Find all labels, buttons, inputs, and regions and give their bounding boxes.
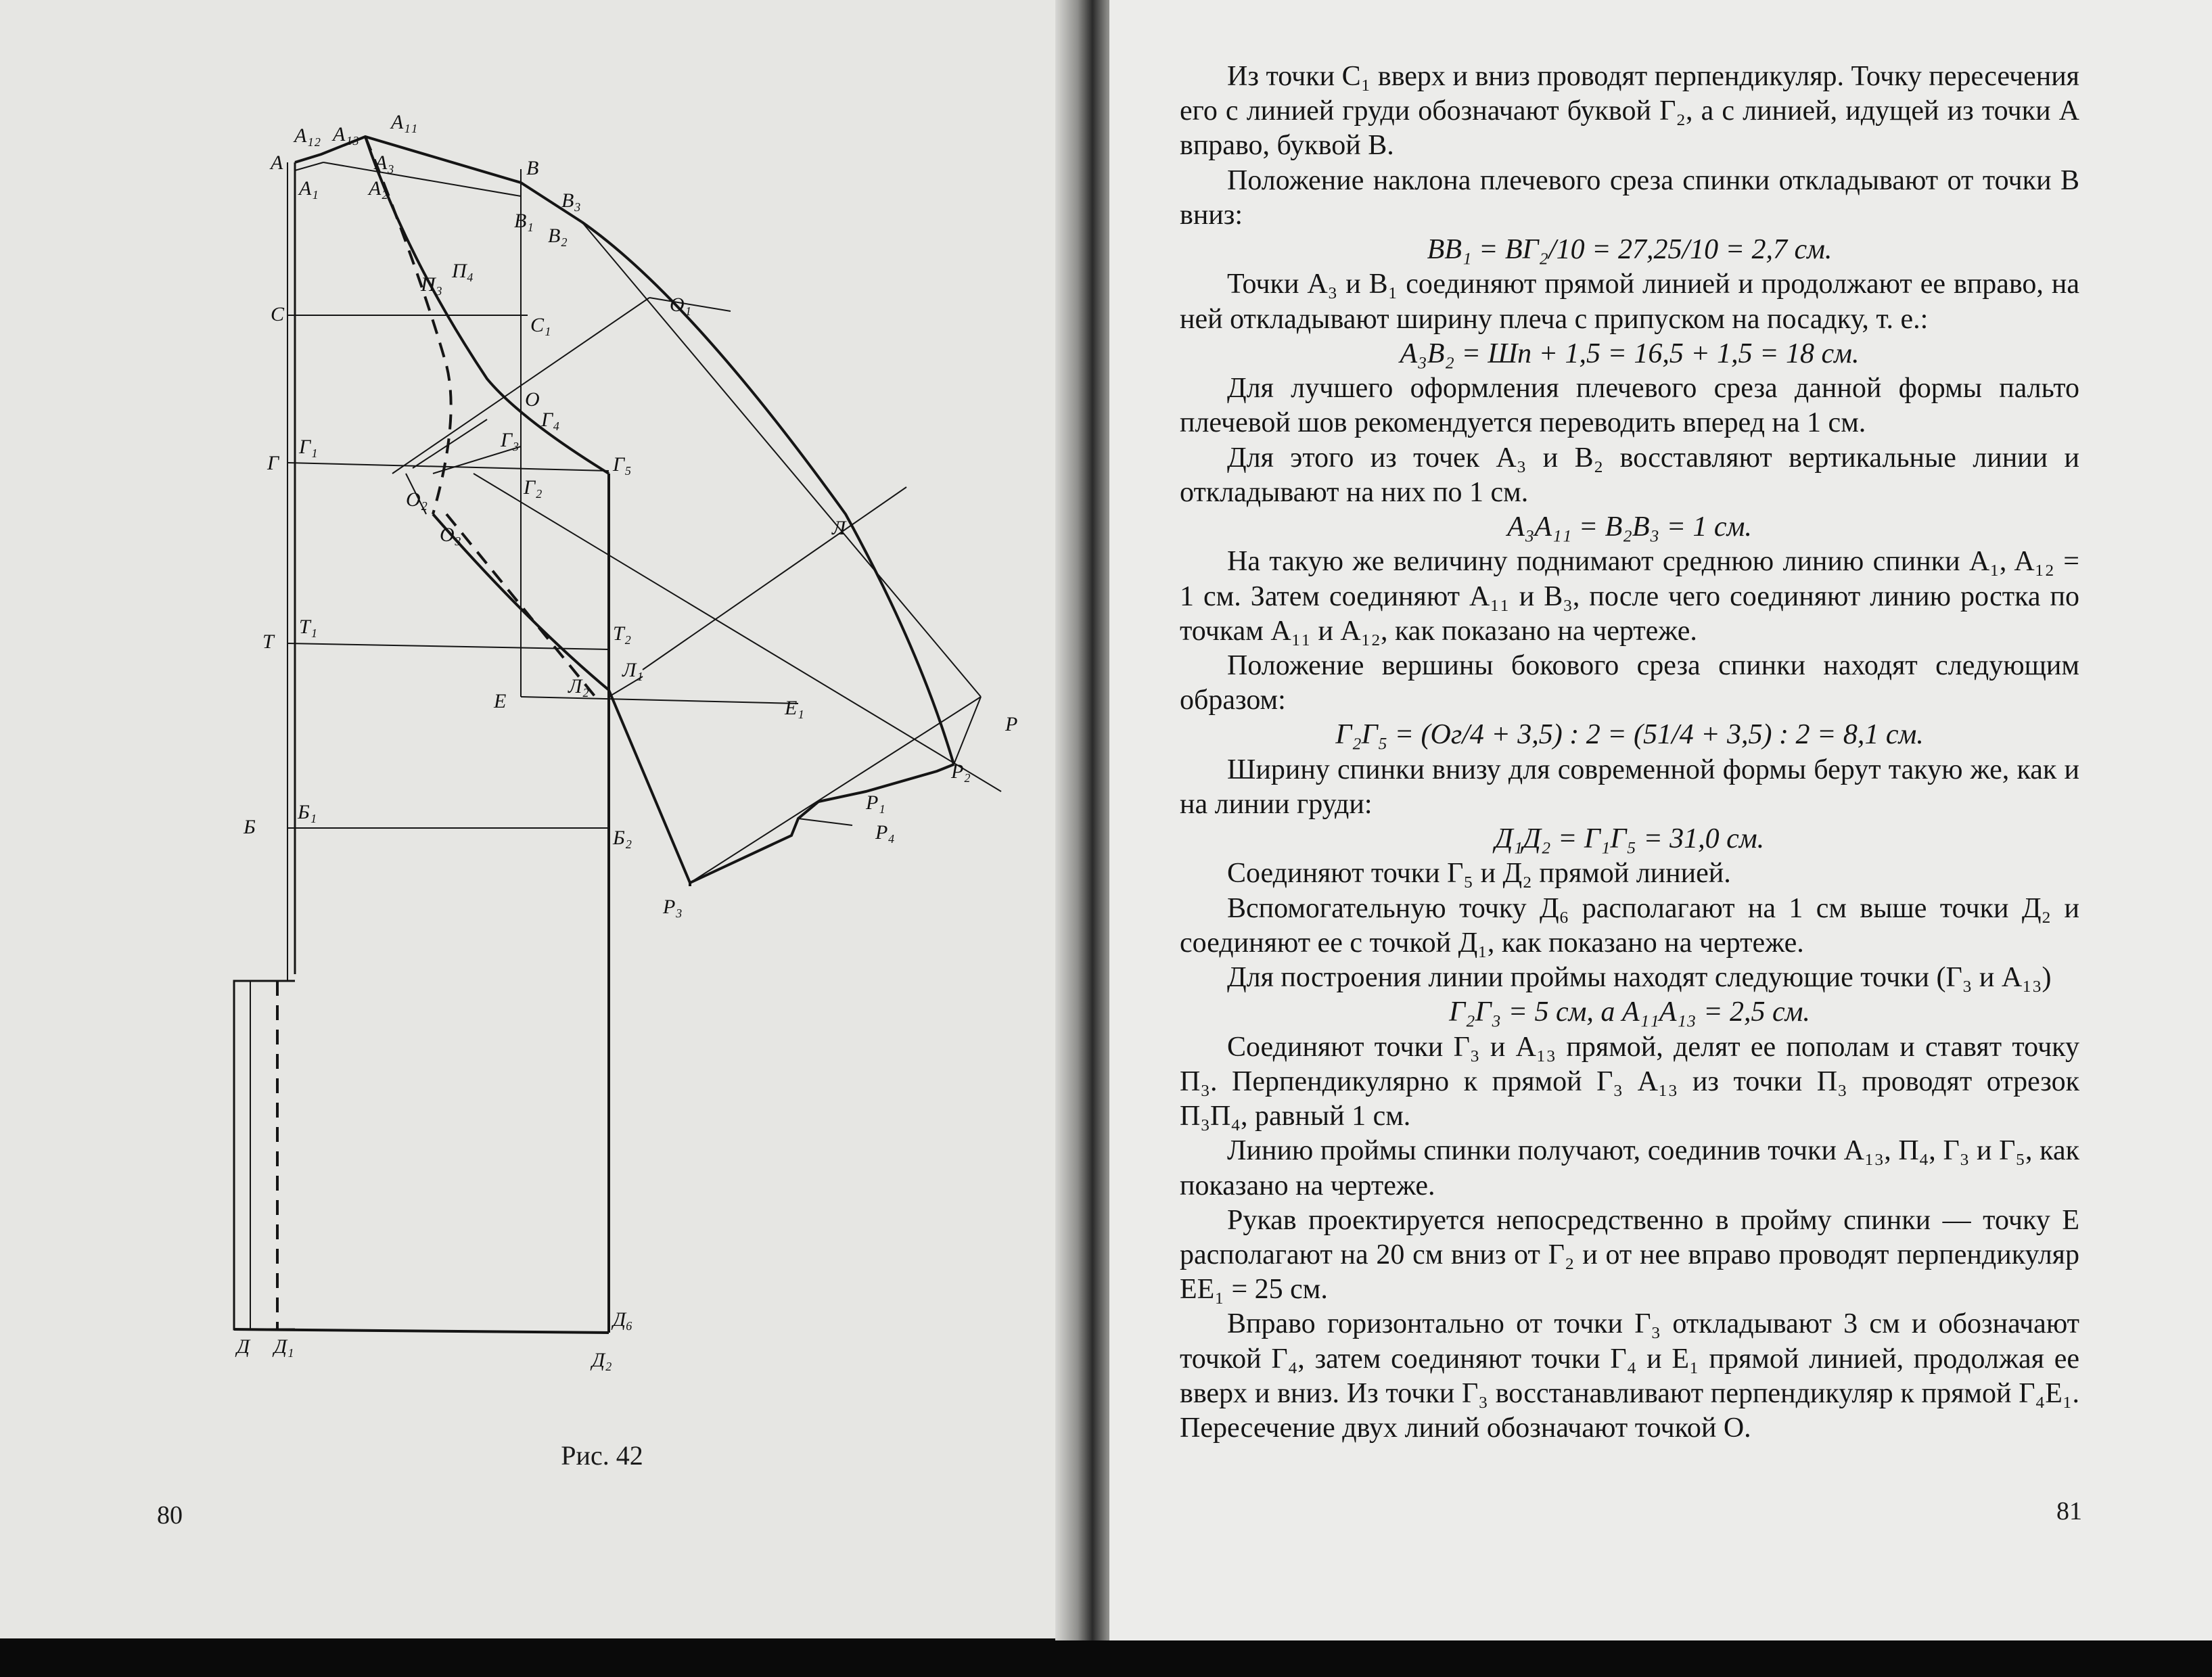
paragraph: Вспомогательную точку Д₆ располагают на 1 см выше точки Д₂ и соединяют ее с точкой Д₁, как показано на чертеже. <box>1180 892 2079 959</box>
label-D1: Д₁ <box>274 1335 294 1358</box>
paragraph: Соединяют точки Г₃ и A₁₃ прямой, делят ее пополам и ставят точку П₃. Перпендикулярно к прямой Г₃ A₁₃ из точки П₃ проводят отрезок П₃П₄, равный 1 см. <box>1180 1031 2079 1132</box>
label-L2: Л₂ <box>568 675 589 697</box>
label-R: P <box>1005 713 1018 735</box>
formula: BB₁ = BГ₂/10 = 27,25/10 = 2,7 см. <box>1427 234 1833 266</box>
label-G5: Г₅ <box>613 453 632 476</box>
label-L1: Л₁ <box>622 659 643 681</box>
left-page <box>0 0 1082 1638</box>
label-A11: A₁₁ <box>391 111 418 133</box>
label-R3: P₃ <box>663 896 683 918</box>
label-O2: O₂ <box>406 488 428 511</box>
paragraph: На такую же величину поднимают среднюю линию спинки A₁, A₁₂ = 1 см. Затем соединяют A₁₁ и B₃, после чего соединяют линию ростка по точкам A₁₁ и A₁₂, как показано на чертеже. <box>1180 546 2079 647</box>
formula: A₃B₂ = Шп + 1,5 = 16,5 + 1,5 = 18 см. <box>1400 338 1860 369</box>
label-B6_2: Б₂ <box>613 827 632 849</box>
paragraph: Ширину спинки внизу для современной формы берут такую же, как и на линии груди: <box>1180 754 2079 820</box>
label-E1: E₁ <box>785 697 804 719</box>
paragraph: Для построения линии проймы находят следующие точки (Г₃ и A₁₃) <box>1227 962 2052 994</box>
label-A3: A₃ <box>375 152 394 174</box>
label-T2: Т₂ <box>613 622 632 645</box>
label-B: B <box>526 157 539 179</box>
paragraph: Из точки C₁ вверх и вниз проводят перпендикуляр. Точку пересечения его с линией груди обозначают буквой Г₂, а с линией, идущей из точки A вправо, буквой B. <box>1180 61 2079 162</box>
paragraph: Рукав проектируется непосредственно в пройму спинки — точку E располагают на 20 см вниз от Г₂ и от нее вправо проводят перпендикуляр EE₁ = 25 см. <box>1180 1204 2079 1306</box>
label-D6: Д₆ <box>613 1308 633 1331</box>
hem-line <box>234 1329 609 1333</box>
paragraph: Соединяют точки Г₅ и Д₂ прямой линией. <box>1227 858 1731 890</box>
label-C1: C₁ <box>530 314 551 336</box>
paragraph: Для этого из точек A₃ и B₂ восставляют вертикальные линии и откладывают на них по 1 см. <box>1180 442 2079 508</box>
label-G1: Г₁ <box>299 436 318 458</box>
label-B3: B₃ <box>561 189 581 212</box>
formula: Д₁Д₂ = Г₁Г₅ = 31,0 см. <box>1494 823 1765 855</box>
label-B1: B₁ <box>514 210 534 232</box>
label-G4: Г₄ <box>541 409 560 431</box>
pattern-drawing <box>203 95 1042 1421</box>
label-D: Д <box>237 1335 250 1358</box>
label-B6: Б <box>244 816 256 838</box>
label-D2: Д₂ <box>592 1349 612 1371</box>
formula: Г₂Г₃ = 5 см, а A₁₁A₁₃ = 2,5 см. <box>1449 996 1810 1028</box>
label-A12: A₁₂ <box>294 124 321 147</box>
paragraph: Точки A₃ и B₁ соединяют прямой линией и продолжают ее вправо, на ней откладывают ширину плеча с припуском на посадку, т. е.: <box>1180 269 2079 335</box>
page-number-right: 81 <box>2056 1497 2082 1525</box>
label-O: O <box>525 388 540 411</box>
label-G: Г <box>267 452 279 474</box>
label-A1: A₁ <box>299 177 319 200</box>
scan-bottom-edge <box>0 1640 2212 1677</box>
label-O3: O₃ <box>440 524 462 546</box>
page-number-left: 80 <box>157 1501 183 1530</box>
label-C: C <box>271 303 285 325</box>
label-B2: B₂ <box>548 225 568 247</box>
label-P3: П₃ <box>421 273 443 296</box>
paragraph: Положение наклона плечевого среза спинки откладывают от точки B вниз: <box>1180 164 2079 231</box>
paragraph: Вправо горизонтально от точки Г₃ откладывают 3 см и обозначают точкой Г₄, затем соединяют точки Г₄ и E₁ прямой линией, продолжая ее вверх и вниз. Из точки Г₃ восстанавливают перпендикуляр к прямой Г₄E₁. Пересечение двух линий обозначают точкой O. <box>1180 1308 2079 1444</box>
hem-step <box>234 981 295 1329</box>
label-R4: P₄ <box>875 821 895 844</box>
label-O1: O₁ <box>670 294 692 316</box>
label-T1: Т₁ <box>299 616 318 638</box>
formula: Г₂Г₅ = (Oг/4 + 3,5) : 2 = (51/4 + 3,5) : 2 = 8,1 см. <box>1335 719 1924 751</box>
label-L: Л <box>832 517 846 539</box>
right-page-text <box>1180 60 2079 1446</box>
label-A2: A₂ <box>369 177 388 200</box>
label-R1: P₁ <box>866 791 885 814</box>
label-T: Т <box>262 630 274 653</box>
label-G3: Г₃ <box>501 429 520 451</box>
figure-caption: Рис. 42 <box>561 1440 643 1471</box>
formula: A₃A₁₁ = B₂B₃ = 1 см. <box>1507 511 1752 543</box>
label-E: E <box>494 690 507 712</box>
label-A: A <box>271 152 283 174</box>
label-R2: P₂ <box>951 760 971 783</box>
label-G2: Г₂ <box>524 476 543 499</box>
paragraph: Положение вершины бокового среза спинки находят следующим образом: <box>1180 649 2079 716</box>
paragraph: Линию проймы спинки получают, соединив точки A₁₃, П₄, Г₃ и Г₅, как показано на чертеже. <box>1180 1135 2079 1201</box>
label-P4: П₄ <box>452 260 474 282</box>
label-B6_1: Б₁ <box>298 801 317 823</box>
label-A13: A₁₃ <box>333 123 360 145</box>
paragraph: Для лучшего оформления плечевого среза данной формы пальто плечевой шов рекомендуется переводить вперед на 1 см. <box>1180 373 2079 439</box>
